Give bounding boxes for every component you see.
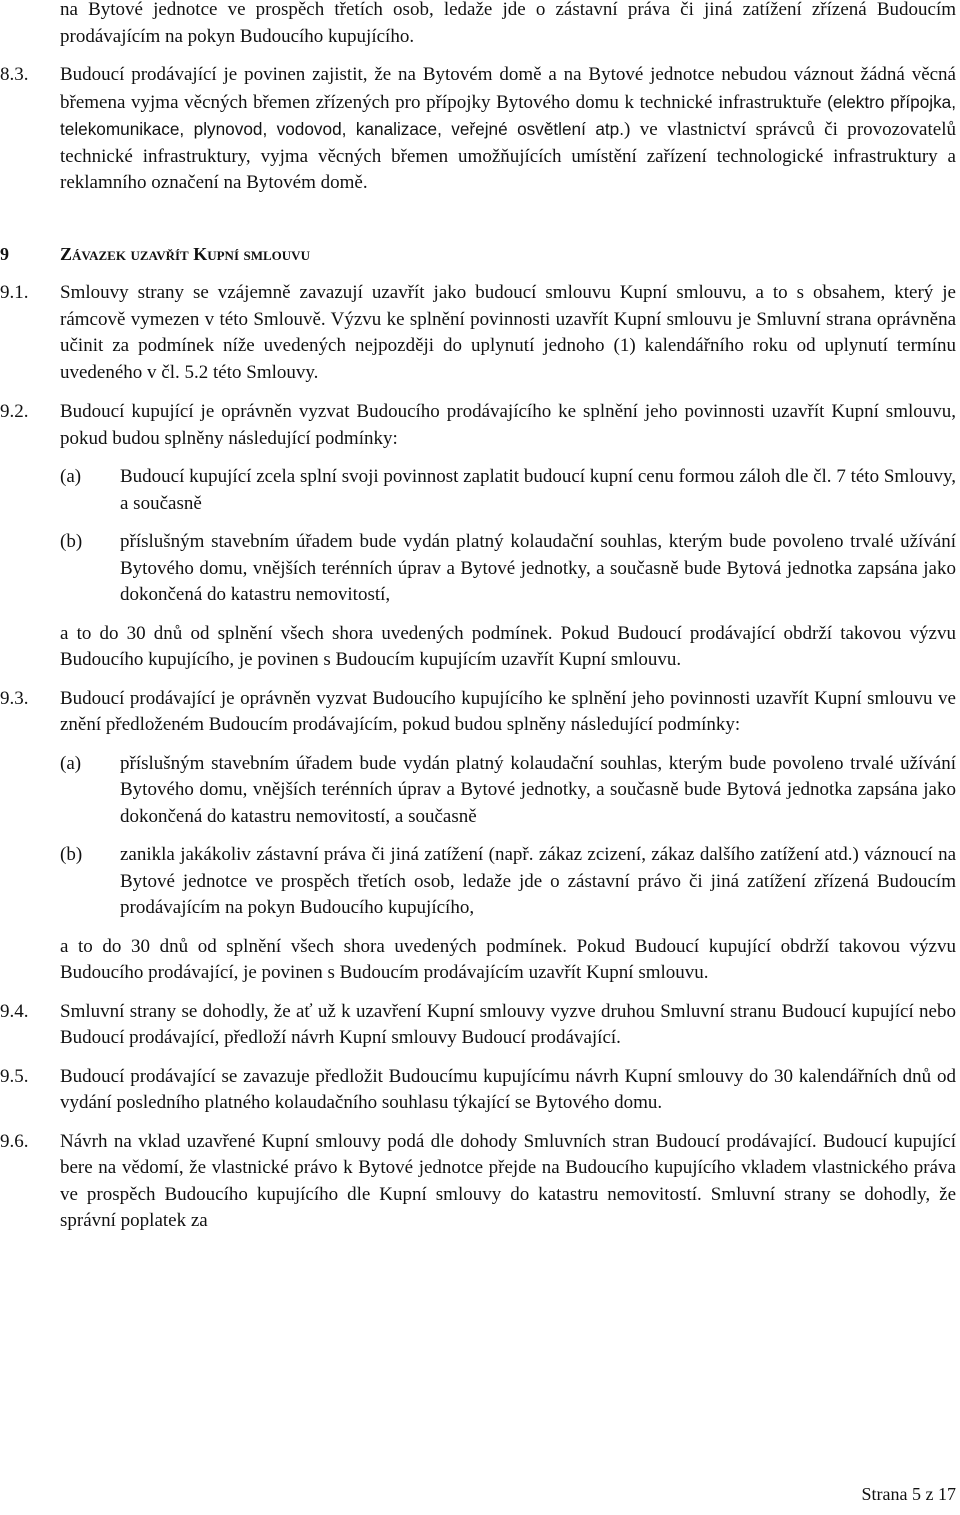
- clause-9-4: [0, 999, 956, 1052]
- clause-text: Budoucí kupující je oprávněn vyzvat Budoucího prodávajícího ke splnění jeho povinnosti uzavřít Kupní smlouvu, pokud budou splněny následující podmínky:: [60, 401, 956, 449]
- section-title: Závazek uzavřít Kupní smlouvu: [60, 243, 310, 264]
- clause-text: Smluvní strany se dohodly, že ať už k uzavření Kupní smlouvy vyzve druhou Smluvní stranu Budoucí kupující nebo Budoucí prodávající, předloží návrh Kupní smlouvy Budoucí prodávající.: [60, 1000, 956, 1048]
- list-item-label: (a): [60, 466, 82, 487]
- clause-number: 8.3.: [0, 64, 29, 85]
- section-number: 9: [0, 243, 9, 264]
- clause-text: Návrh na vklad uzavřené Kupní smlouvy podá dle dohody Smluvních stran Budoucí prodávající. Budoucí kupující bere na vědomí, že vlastnické právo k Bytové jednotce přejde na Budoucího kupujícího vkladem vlastnického práva ve prospěch Budoucího kupujícího dle Kupní smlouvy do katastru nemovitostí. Smluvní strany se dohodly, že správní poplatek za: [60, 1130, 956, 1231]
- clause-number: 9.6.: [0, 1130, 29, 1152]
- list-item-text: zanikla jakákoliv zástavní práva či jiná zatížení (např. zákaz zcizení, zákaz dalšího zatížení atd.) váznoucí na Bytové jednotce ve prospěch třetích osob, ledaže jde o zástavní právo či jiná zatížení zřízená Budoucím prodávajícím na pokyn Budoucího kupujícího,: [120, 844, 956, 918]
- list-item-text: příslušným stavebním úřadem bude vydán platný kolaudační souhlas, kterým bude povoleno trvalé užívání Bytového domu, vnějších terénních úprav a Bytové jednotky, a současně bude Bytová jednotka zapsána jako dokončená do katastru nemovitostí,: [120, 531, 956, 605]
- list-item-text: Budoucí kupující zcela splní svoji povinnost zaplatit budoucí kupní cenu formou záloh dle čl. 7 této Smlouvy, a současně: [120, 466, 956, 514]
- clause-text: Smlouvy strany se vzájemně zavazují uzavřít jako budoucí smlouvu Kupní smlouvu, a to s obsahem, který je rámcově vymezen v této Smlouvě. Výzvu ke splnění povinnosti uzavřít Kupní smlouvu je Smluvní strana oprávněna učinit za podmínek níže uvedených nejpozději do uplynutí jednoho (1) kalendářního roku od uplynutí termínu uvedeného v čl. 5.2 této Smlouvy.: [60, 282, 956, 383]
- clause-9-1: [0, 280, 956, 386]
- list-item-label: (b): [60, 531, 83, 552]
- clause-number: 9.2.: [0, 401, 29, 422]
- clause-9-2: [0, 399, 956, 452]
- list-item: [60, 842, 956, 922]
- clause-closing: [0, 934, 956, 987]
- section-heading: [0, 241, 956, 268]
- clause-closing-text: a to do 30 dnů od splnění všech shora uvedených podmínek. Pokud Budoucí prodávající obdrží takovou výzvu Budoucího kupujícího, je povinen s Budoucím kupujícím uzavřít Kupní smlouvu.: [60, 622, 956, 670]
- clause-number: 9.5.: [0, 1065, 29, 1087]
- clause-closing-text: a to do 30 dnů od splnění všech shora uvedených podmínek. Pokud Budoucí kupující obdrží takovou výzvu Budoucího prodávající, je povinen s Budoucím prodávajícím uzavřít Kupní smlouvu.: [60, 935, 956, 983]
- clause-8-2-continuation: [0, 0, 956, 50]
- clause-text: Budoucí prodávající se zavazuje předložit Budoucímu kupujícímu návrh Kupní smlouvy do 30 kalendářních dnů od vydání posledního platného kolaudačního souhlasu týkající se Bytového domu.: [60, 1065, 956, 1113]
- clause-text-sans: (elektro přípojka, telekomunikace, plynovod, vodovod, kanalizace, veřejné osvětlení atp.: [60, 91, 956, 139]
- list-item-label: (a): [60, 752, 82, 774]
- clause-text: Budoucí prodávající je oprávněn vyzvat Budoucího kupujícího ke splnění jeho povinnosti uzavřít Kupní smlouvu ve znění předloženém Budoucím prodávajícím, pokud budou splněny následující podmínky:: [60, 687, 956, 735]
- clause-number: 9.4.: [0, 1000, 29, 1022]
- list-item: [60, 529, 956, 609]
- clause-number: 9.3.: [0, 687, 29, 709]
- list-item-text: příslušným stavebním úřadem bude vydán platný kolaudační souhlas, kterým bude povoleno trvalé užívání Bytového domu, vnějších terénních úprav a Bytové jednotky, a současně bude Bytová jednotka zapsána jako dokončená do katastru nemovitostí, a současně: [120, 752, 956, 827]
- clause-9-6: [0, 1129, 956, 1235]
- page-number: Strana 5 z 17: [861, 1484, 956, 1504]
- clause-number: 9.1.: [0, 282, 29, 303]
- clause-9-5: [0, 1064, 956, 1117]
- list-item-label: (b): [60, 844, 83, 865]
- list-item: [60, 464, 956, 517]
- clause-text: ) ve vlastnictví správců či provozovatelů technické infrastruktury, vyjma věcných břemen umožňujících umístění zařízení technologické infrastruktury a reklamního označení na Bytovém domě.: [60, 119, 956, 193]
- clause-text: Budoucí prodávající je povinen zajistit, že na Bytovém domě a na Bytové jednotce nebudou váznout žádná věcná břemena vyjma věcných břemen zřízených pro přípojky Bytového domu k technické infrastruktuře: [60, 64, 956, 113]
- clause-closing: [0, 621, 956, 674]
- clause-9-3: [0, 686, 956, 739]
- clause-8-3: [0, 62, 956, 197]
- list-item: [60, 751, 956, 831]
- continuation-text: na Bytové jednotce ve prospěch třetích osob, ledaže jde o zástavní práva či jiná zatížení zřízená Budoucím prodávajícím na pokyn Budoucího kupujícího.: [60, 0, 956, 47]
